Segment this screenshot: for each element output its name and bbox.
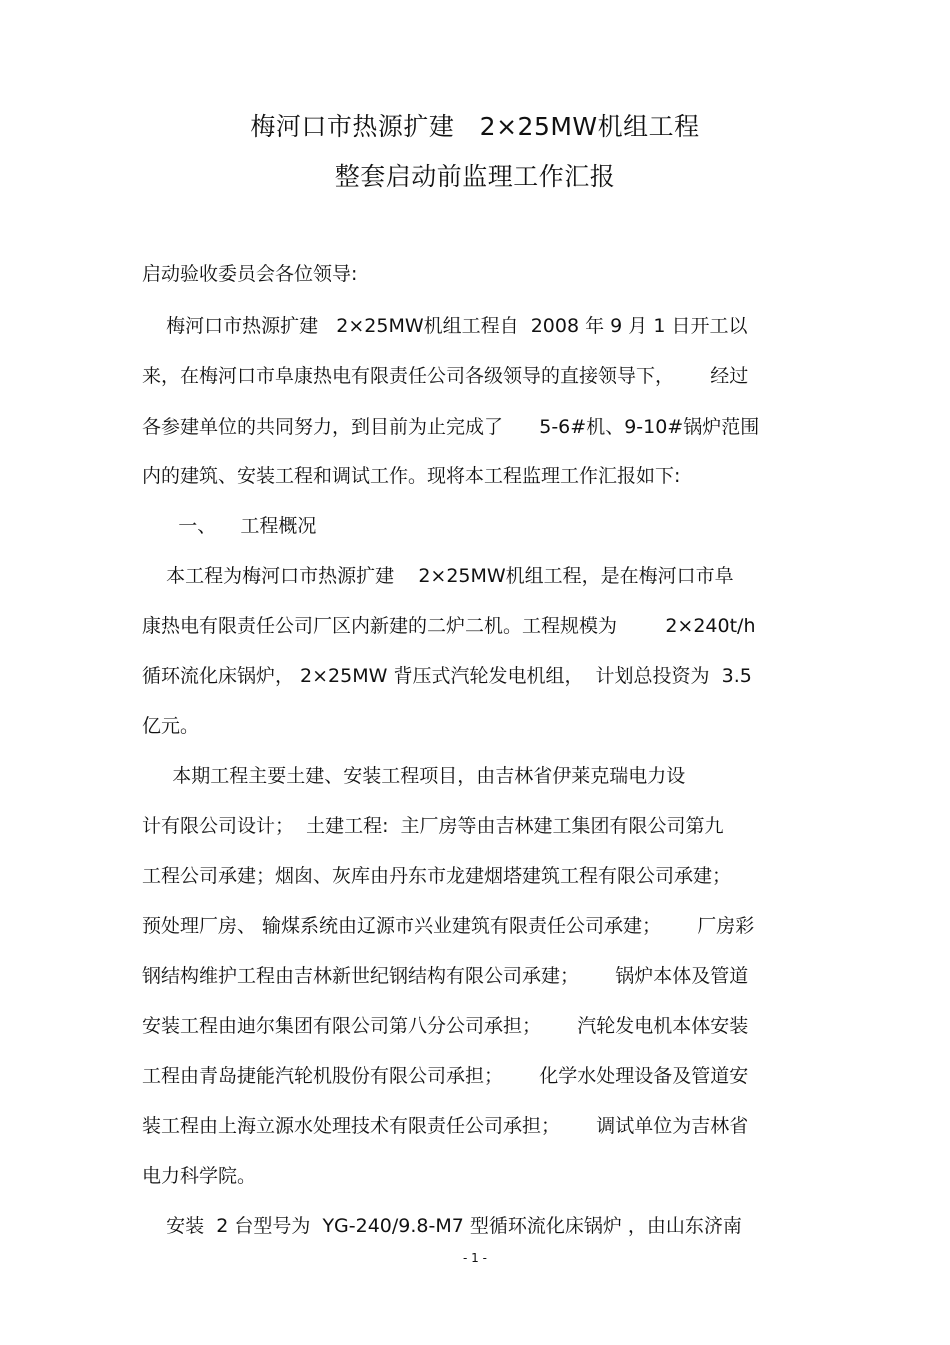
paragraph-line: 内的建筑、安装工程和调试工作。现将本工程监理工作汇报如下: — [142, 465, 681, 487]
paragraph-line: 康热电有限责任公司厂区内新建的二炉二机。工程规模为 2×240t/h — [142, 615, 756, 637]
paragraph-line: 梅河口市热源扩建 2×25MW机组工程自 2008 年 9 月 1 日开工以 — [142, 315, 748, 337]
paragraph-line: 循环流化床锅炉， 2×25MW 背压式汽轮发电机组， 计划总投资为 3.5 — [142, 665, 752, 687]
salutation: 启动验收委员会各位领导: — [142, 263, 358, 285]
section-heading: 一、 工程概况 — [142, 515, 317, 537]
paragraph-line: 工程由青岛捷能汽轮机股份有限公司承担； 化学水处理设备及管道安 — [142, 1065, 749, 1087]
paragraph-line: 工程公司承建；烟囱、灰库由丹东市龙建烟塔建筑工程有限公司承建； — [142, 865, 732, 887]
paragraph-line: 计有限公司设计； 土建工程: 主厂房等由吉林建工集团有限公司第九 — [142, 815, 724, 837]
paragraph-line: 安装工程由迪尔集团有限公司第八分公司承担； 汽轮发电机本体安装 — [142, 1015, 749, 1037]
paragraph-line: 本期工程主要土建、安装工程项目，由吉林省伊莱克瑞电力设 — [142, 765, 686, 787]
paragraph-line: 亿元。 — [142, 715, 200, 737]
document-title: 梅河口市热源扩建 2×25MW机组工程 — [250, 112, 700, 141]
paragraph-line: 本工程为梅河口市热源扩建 2×25MW机组工程，是在梅河口市阜 — [142, 565, 734, 587]
paragraph-line: 各参建单位的共同努力，到目前为止完成了 5-6#机、9-10#锅炉范围 — [142, 416, 760, 438]
paragraph-line: 装工程由上海立源水处理技术有限责任公司承担； 调试单位为吉林省 — [142, 1115, 749, 1137]
paragraph-line: 预处理厂房、 输煤系统由辽源市兴业建筑有限责任公司承建； 厂房彩 — [142, 915, 755, 937]
paragraph-line: 来，在梅河口市阜康热电有限责任公司各级领导的直接领导下， 经过 — [142, 365, 749, 387]
page-number: - 1 - — [463, 1251, 487, 1265]
paragraph-line: 安装 2 台型号为 YG-240/9.8-M7 型循环流化床锅炉 ，由山东济南 — [142, 1215, 742, 1237]
paragraph-line: 电力科学院。 — [142, 1165, 257, 1187]
paragraph-line: 钢结构维护工程由吉林新世纪钢结构有限公司承建； 锅炉本体及管道 — [142, 965, 749, 987]
document-subtitle: 整套启动前监理工作汇报 — [334, 162, 616, 191]
